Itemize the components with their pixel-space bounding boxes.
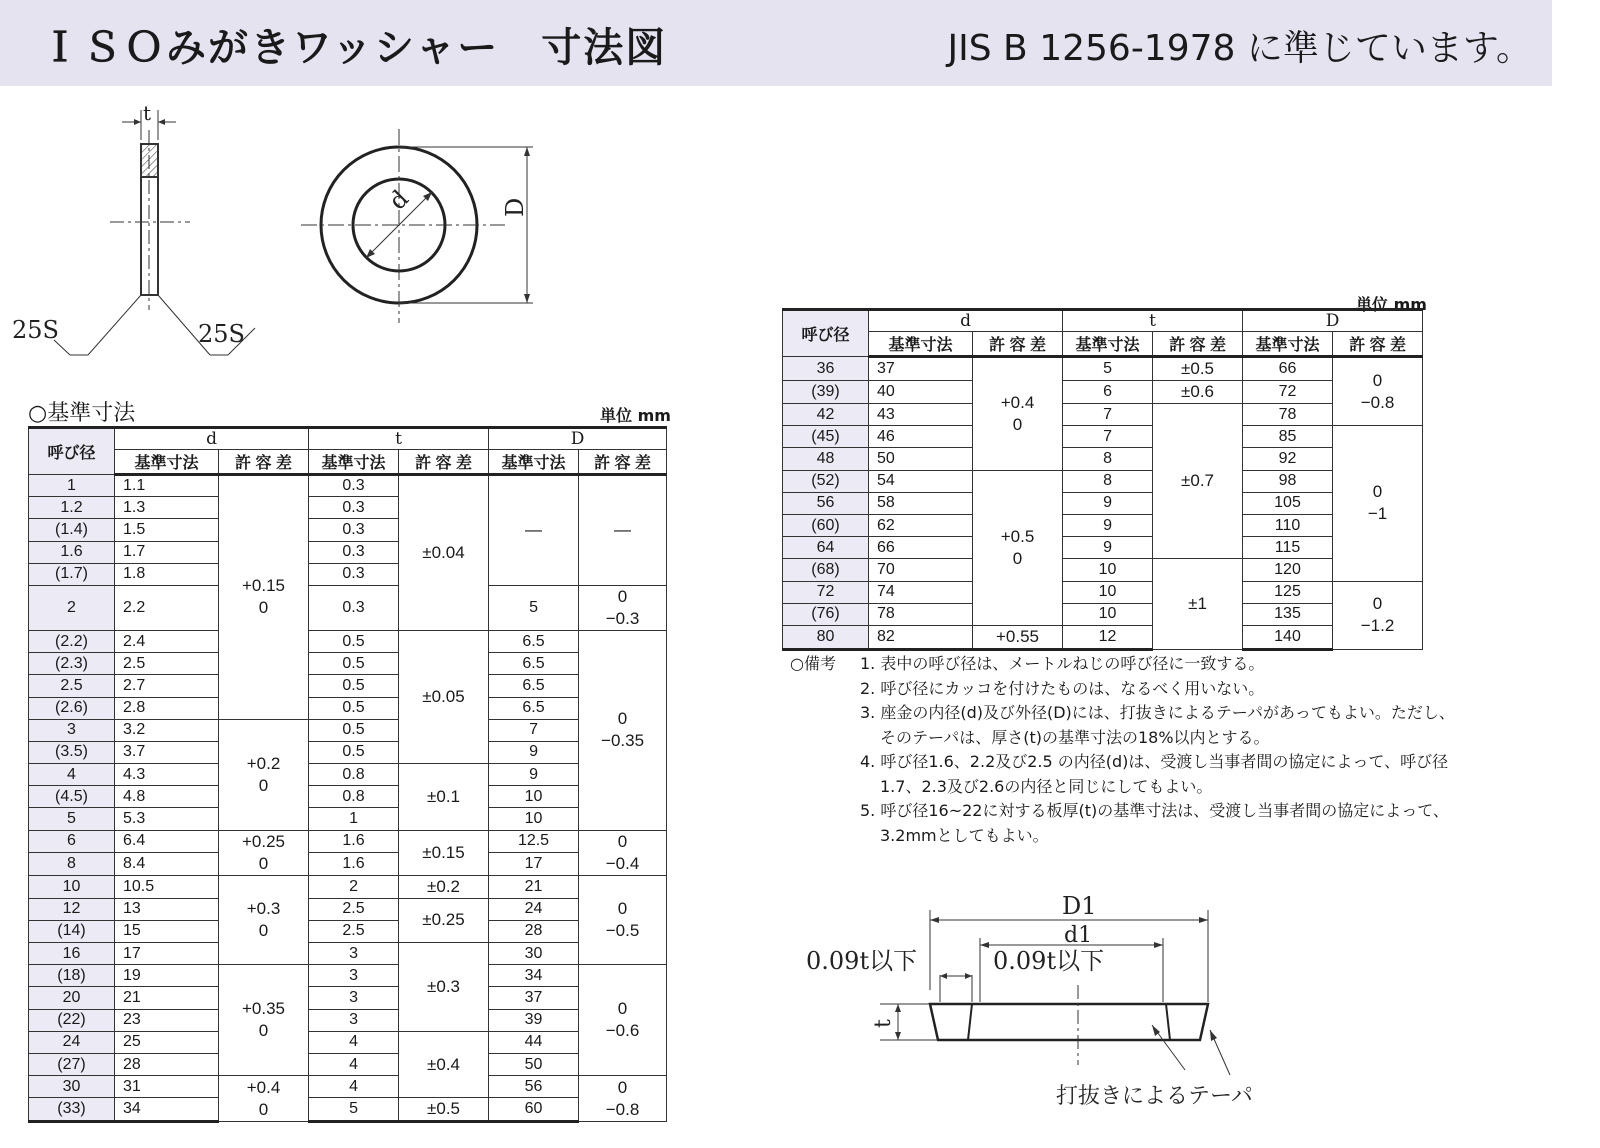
side-view-drawing	[10, 100, 280, 370]
d-basic-cell: 3.7	[115, 741, 219, 763]
t-basic-cell: 4	[309, 1053, 399, 1075]
D-tolerance-cell: 0 −0.35	[579, 630, 667, 830]
surface-finish-right: 25S	[198, 320, 245, 348]
d-tolerance-cell: +0.3 0	[219, 875, 309, 965]
d-basic-cell: 31	[115, 1076, 219, 1098]
t-tolerance-cell: ±0.6	[1153, 381, 1243, 404]
d-basic-cell: 37	[869, 357, 973, 381]
remark-item: 4. 呼び径1.6、2.2及び2.5 の内径(d)は、受渡し当事者間の協定によって、呼び径1.7、2.3及び2.6の内径と同じにしてもよい。	[860, 752, 1449, 796]
D-tolerance-cell: 0 −0.8	[1333, 357, 1423, 426]
d-basic-cell: 82	[869, 625, 973, 649]
D-basic-cell: 105	[1243, 492, 1333, 514]
nominal-size-cell: 16	[29, 943, 115, 965]
header-d-basic: 基準寸法	[869, 332, 973, 357]
d-basic-cell: 3.2	[115, 719, 219, 741]
t-basic-cell: 3	[309, 943, 399, 965]
D-basic-cell: 6.5	[489, 675, 579, 697]
D-basic-cell: 110	[1243, 514, 1333, 536]
d-basic-cell: 54	[869, 470, 973, 492]
d-basic-cell: 50	[869, 448, 973, 470]
d-tolerance-cell: +0.25 0	[219, 830, 309, 875]
table-row	[29, 475, 667, 497]
nominal-size-cell: 12	[29, 898, 115, 920]
d-basic-cell: 40	[869, 381, 973, 404]
t-basic-cell: 0.3	[309, 475, 399, 497]
d-basic-cell: 1.8	[115, 563, 219, 585]
t-basic-cell: 10	[1063, 559, 1153, 581]
d-basic-cell: 1.5	[115, 519, 219, 541]
header-t-basic: 基準寸法	[309, 450, 399, 475]
t-basic-cell: 7	[1063, 404, 1153, 426]
t-tolerance-cell: ±0.15	[399, 830, 489, 875]
nominal-size-cell: 42	[783, 404, 869, 426]
nominal-size-cell: 10	[29, 875, 115, 898]
t-basic-cell: 0.5	[309, 630, 399, 652]
d-basic-cell: 78	[869, 603, 973, 625]
d-basic-cell: 4.3	[115, 764, 219, 786]
table-row	[783, 625, 1423, 649]
d-tolerance-cell: +0.4 0	[973, 357, 1063, 471]
D-tolerance-cell: 0 −0.8	[579, 1076, 667, 1122]
t-tolerance-cell: ±0.25	[399, 898, 489, 942]
t-tolerance-cell: ±0.5	[1153, 357, 1243, 381]
nominal-size-cell: 20	[29, 987, 115, 1009]
D-basic-cell: 12.5	[489, 830, 579, 853]
D-basic-cell: 9	[489, 741, 579, 763]
d-basic-cell: 46	[869, 426, 973, 448]
front-d-label: d	[383, 184, 415, 216]
table-row	[29, 875, 667, 898]
D-basic-cell: 6.5	[489, 630, 579, 652]
D-basic-cell: 21	[489, 875, 579, 898]
table-row	[29, 853, 667, 876]
nominal-size-cell: 2	[29, 585, 115, 630]
d-basic-cell: 2.5	[115, 653, 219, 675]
D-basic-cell: 17	[489, 853, 579, 876]
page-header	[0, 0, 1552, 86]
table-row	[783, 492, 1423, 514]
table-row	[29, 764, 667, 786]
nominal-size-cell: 24	[29, 1031, 115, 1053]
table-row	[29, 1098, 667, 1122]
d-basic-cell: 23	[115, 1009, 219, 1031]
table-row	[783, 603, 1423, 625]
remarks-list	[860, 652, 1460, 848]
D-tolerance-cell: 0 −0.3	[579, 585, 667, 630]
d-basic-cell: 1.1	[115, 475, 219, 497]
t-tolerance-cell: ±0.3	[399, 943, 489, 1032]
t-basic-cell: 1.6	[309, 853, 399, 876]
d-basic-cell: 62	[869, 514, 973, 536]
d-basic-cell: 74	[869, 581, 973, 603]
d-basic-cell: 4.8	[115, 786, 219, 808]
taper-D1-label: D1	[1062, 892, 1097, 920]
t-basic-cell: 12	[1063, 625, 1153, 649]
header-D-basic: 基準寸法	[1243, 332, 1333, 357]
header-t-basic: 基準寸法	[1063, 332, 1153, 357]
nominal-size-cell: (4.5)	[29, 786, 115, 808]
t-tolerance-cell: ±0.7	[1153, 404, 1243, 559]
D-tolerance-cell: 0 −0.5	[579, 875, 667, 965]
nominal-size-cell: 56	[783, 492, 869, 514]
D-basic-cell: 5	[489, 585, 579, 630]
D-basic-cell: 6.5	[489, 653, 579, 675]
t-tolerance-cell: ±1	[1153, 559, 1243, 650]
d-basic-cell: 25	[115, 1031, 219, 1053]
header-d-tol: 許 容 差	[219, 450, 309, 475]
t-basic-cell: 0.5	[309, 719, 399, 741]
nominal-size-cell: 4	[29, 764, 115, 786]
D-basic-cell: 34	[489, 965, 579, 987]
d-basic-cell: 1.3	[115, 497, 219, 519]
nominal-size-cell: (14)	[29, 920, 115, 942]
nominal-size-cell: 1.2	[29, 497, 115, 519]
nominal-size-cell: (1.7)	[29, 563, 115, 585]
nominal-size-cell: 2.5	[29, 675, 115, 697]
taper-drawing	[800, 890, 1270, 1120]
t-tolerance-cell: ±0.5	[399, 1098, 489, 1122]
nominal-size-cell: 36	[783, 357, 869, 381]
D-tolerance-cell: 0 −1	[1333, 426, 1423, 581]
nominal-size-cell: 1	[29, 475, 115, 497]
d-tolerance-cell: +0.2 0	[219, 719, 309, 830]
D-basic-cell: 115	[1243, 537, 1333, 559]
table-row	[29, 898, 667, 920]
table-row	[29, 1076, 667, 1098]
table-row	[783, 404, 1423, 426]
D-tolerance-cell: 0 −0.6	[579, 965, 667, 1076]
table-row	[783, 581, 1423, 603]
t-tolerance-cell: ±0.05	[399, 630, 489, 763]
unit-label-right: 単位 mm	[1356, 295, 1427, 314]
taper-left-note: 0.09t以下	[806, 947, 918, 975]
nominal-size-cell: 72	[783, 581, 869, 603]
unit-label-left: 単位 mm	[600, 406, 671, 425]
d-basic-cell: 2.8	[115, 697, 219, 719]
d-tolerance-cell: +0.15 0	[219, 475, 309, 720]
remark-item: 2. 呼び径にカッコを付けたものは、なるべく用いない。	[860, 678, 1265, 698]
header-t-tol: 許 容 差	[1153, 332, 1243, 357]
d-basic-cell: 17	[115, 943, 219, 965]
taper-right-note: 0.09t以下	[993, 947, 1105, 975]
table-row	[29, 920, 667, 942]
table-row	[783, 448, 1423, 470]
t-basic-cell: 0.3	[309, 497, 399, 519]
d-basic-cell: 43	[869, 404, 973, 426]
D-basic-cell: 28	[489, 920, 579, 942]
t-basic-cell: 8	[1063, 448, 1153, 470]
t-basic-cell: 2.5	[309, 898, 399, 920]
nominal-size-cell: (2.3)	[29, 653, 115, 675]
standard-note: JIS B 1256-1978 に準じています。	[947, 28, 1532, 69]
d-tolerance-cell: +0.5 0	[973, 470, 1063, 625]
nominal-size-cell: 48	[783, 448, 869, 470]
t-basic-cell: 2	[309, 875, 399, 898]
D-basic-cell: 66	[1243, 357, 1333, 381]
d-basic-cell: 1.7	[115, 541, 219, 563]
t-basic-cell: 3	[309, 987, 399, 1009]
D-basic-cell: 30	[489, 943, 579, 965]
t-tolerance-cell: ±0.04	[399, 475, 489, 631]
t-tolerance-cell: ±0.2	[399, 875, 489, 898]
table-row	[783, 537, 1423, 559]
surface-finish-left: 25S	[12, 316, 59, 344]
header-D-tol: 許 容 差	[1333, 332, 1423, 357]
D-basic-cell: 56	[489, 1076, 579, 1098]
t-basic-cell: 6	[1063, 381, 1153, 404]
d-basic-cell: 2.2	[115, 585, 219, 630]
t-basic-cell: 1	[309, 808, 399, 830]
taper-d1-label: d1	[1064, 923, 1093, 948]
front-D-label: D	[501, 197, 529, 217]
nominal-size-cell: 64	[783, 537, 869, 559]
t-tolerance-cell: ±0.4	[399, 1031, 489, 1098]
nominal-size-cell: 6	[29, 830, 115, 853]
taper-t-label: t	[871, 1019, 896, 1028]
nominal-size-cell: 5	[29, 808, 115, 830]
table-row	[29, 808, 667, 830]
taper-caption: 打抜きによるテーパ	[1056, 1084, 1253, 1109]
t-basic-cell: 0.5	[309, 741, 399, 763]
t-basic-cell: 9	[1063, 537, 1153, 559]
nominal-size-cell: (3.5)	[29, 741, 115, 763]
nominal-size-cell: (60)	[783, 514, 869, 536]
header-t-tol: 許 容 差	[399, 450, 489, 475]
D-basic-cell: 9	[489, 764, 579, 786]
t-basic-cell: 0.8	[309, 764, 399, 786]
t-basic-cell: 0.8	[309, 786, 399, 808]
table-row	[783, 426, 1423, 448]
nominal-size-cell: (76)	[783, 603, 869, 625]
nominal-size-cell: (33)	[29, 1098, 115, 1122]
d-basic-cell: 6.4	[115, 830, 219, 853]
D-basic-cell: 98	[1243, 470, 1333, 492]
nominal-size-cell: 80	[783, 625, 869, 649]
header-d: d	[869, 310, 1063, 332]
header-d-basic: 基準寸法	[115, 450, 219, 475]
D-basic-cell: 50	[489, 1053, 579, 1075]
table-row	[29, 697, 667, 719]
table-row	[29, 741, 667, 763]
t-basic-cell: 9	[1063, 514, 1153, 536]
header-d-tol: 許 容 差	[973, 332, 1063, 357]
left-dimension-table	[28, 426, 667, 1123]
D-basic-cell: 60	[489, 1098, 579, 1122]
remark-item: 5. 呼び径16~22に対する板厚(t)の基準寸法は、受渡し当事者間の協定によって、3.2mmとしてもよい。	[860, 801, 1449, 845]
table-row	[29, 585, 667, 630]
table-row	[29, 1053, 667, 1075]
remark-item: 3. 座金の内径(d)及び外径(D)には、打抜きによるテーパがあってもよい。ただし、そのテーパは、厚さ(t)の基準寸法の18%以内とする。	[860, 703, 1455, 747]
d-basic-cell: 13	[115, 898, 219, 920]
side-t-label: t	[143, 101, 152, 125]
t-basic-cell: 3	[309, 965, 399, 987]
nominal-size-cell: (68)	[783, 559, 869, 581]
d-basic-cell: 19	[115, 965, 219, 987]
table-row	[29, 630, 667, 652]
d-basic-cell: 15	[115, 920, 219, 942]
D-basic-cell: 78	[1243, 404, 1333, 426]
table-row	[29, 943, 667, 965]
D-basic-cell: —	[489, 475, 579, 586]
nominal-size-cell: (27)	[29, 1053, 115, 1075]
t-basic-cell: 0.5	[309, 675, 399, 697]
section-title: ○基準寸法	[28, 401, 136, 426]
header-nominal: 呼び径	[29, 428, 115, 475]
D-basic-cell: 37	[489, 987, 579, 1009]
table-row	[29, 965, 667, 987]
D-basic-cell: 92	[1243, 448, 1333, 470]
nominal-size-cell: (18)	[29, 965, 115, 987]
t-basic-cell: 1.6	[309, 830, 399, 853]
t-basic-cell: 3	[309, 1009, 399, 1031]
table-row	[29, 1009, 667, 1031]
t-basic-cell: 0.3	[309, 563, 399, 585]
nominal-size-cell: 1.6	[29, 541, 115, 563]
D-basic-cell: 24	[489, 898, 579, 920]
D-tolerance-cell: 0 −0.4	[579, 830, 667, 875]
D-basic-cell: 135	[1243, 603, 1333, 625]
table-row	[29, 830, 667, 853]
nominal-size-cell: (2.2)	[29, 630, 115, 652]
d-tolerance-cell: +0.4 0	[219, 1076, 309, 1122]
remarks-lead: ○備考	[790, 654, 836, 673]
D-basic-cell: 6.5	[489, 697, 579, 719]
t-basic-cell: 0.5	[309, 697, 399, 719]
d-basic-cell: 2.4	[115, 630, 219, 652]
t-basic-cell: 5	[309, 1098, 399, 1122]
d-basic-cell: 34	[115, 1098, 219, 1122]
t-basic-cell: 4	[309, 1031, 399, 1053]
table-row	[783, 357, 1423, 381]
header-t: t	[309, 428, 489, 450]
d-basic-cell: 66	[869, 537, 973, 559]
right-dimension-table	[782, 308, 1423, 651]
D-basic-cell: 10	[489, 786, 579, 808]
header-D: D	[489, 428, 667, 450]
header-D-tol: 許 容 差	[579, 450, 667, 475]
t-basic-cell: 10	[1063, 581, 1153, 603]
D-basic-cell: 85	[1243, 426, 1333, 448]
nominal-size-cell: (22)	[29, 1009, 115, 1031]
t-basic-cell: 2.5	[309, 920, 399, 942]
d-basic-cell: 58	[869, 492, 973, 514]
d-basic-cell: 8.4	[115, 853, 219, 876]
D-basic-cell: 7	[489, 719, 579, 741]
d-basic-cell: 21	[115, 987, 219, 1009]
table-row	[29, 786, 667, 808]
t-basic-cell: 9	[1063, 492, 1153, 514]
t-basic-cell: 0.3	[309, 585, 399, 630]
t-basic-cell: 7	[1063, 426, 1153, 448]
D-basic-cell: 125	[1243, 581, 1333, 603]
d-basic-cell: 2.7	[115, 675, 219, 697]
remark-item: 1. 表中の呼び径は、メートルねじの呼び径に一致する。	[860, 654, 1265, 673]
D-basic-cell: 39	[489, 1009, 579, 1031]
D-basic-cell: 72	[1243, 381, 1333, 404]
t-basic-cell: 0.5	[309, 653, 399, 675]
t-tolerance-cell: ±0.1	[399, 764, 489, 831]
nominal-size-cell: 30	[29, 1076, 115, 1098]
d-basic-cell: 10.5	[115, 875, 219, 898]
nominal-size-cell: (1.4)	[29, 519, 115, 541]
table-row	[29, 987, 667, 1009]
front-view-drawing	[295, 125, 555, 330]
d-tolerance-cell: +0.55	[973, 625, 1063, 649]
table-row	[783, 470, 1423, 492]
nominal-size-cell: (39)	[783, 381, 869, 404]
table-row	[29, 719, 667, 741]
header-D: D	[1243, 310, 1423, 332]
D-tolerance-cell: —	[579, 475, 667, 586]
t-basic-cell: 10	[1063, 603, 1153, 625]
table-row	[783, 559, 1423, 581]
t-basic-cell: 4	[309, 1076, 399, 1098]
header-nominal: 呼び径	[783, 310, 869, 357]
table-row	[29, 1031, 667, 1053]
t-basic-cell: 8	[1063, 470, 1153, 492]
table-row	[783, 381, 1423, 404]
header-D-basic: 基準寸法	[489, 450, 579, 475]
header-t: t	[1063, 310, 1243, 332]
t-basic-cell: 0.3	[309, 541, 399, 563]
nominal-size-cell: (45)	[783, 426, 869, 448]
D-tolerance-cell: 0 −1.2	[1333, 581, 1423, 649]
table-row	[783, 514, 1423, 536]
header-d: d	[115, 428, 309, 450]
nominal-size-cell: (2.6)	[29, 697, 115, 719]
page-title: ＩＳＯみがきワッシャー 寸法図	[40, 25, 668, 71]
D-basic-cell: 120	[1243, 559, 1333, 581]
d-basic-cell: 70	[869, 559, 973, 581]
D-basic-cell: 10	[489, 808, 579, 830]
d-basic-cell: 28	[115, 1053, 219, 1075]
table-row	[29, 675, 667, 697]
nominal-size-cell: (52)	[783, 470, 869, 492]
nominal-size-cell: 8	[29, 853, 115, 876]
table-row	[29, 653, 667, 675]
d-tolerance-cell: +0.35 0	[219, 965, 309, 1076]
t-basic-cell: 5	[1063, 357, 1153, 381]
d-basic-cell: 5.3	[115, 808, 219, 830]
D-basic-cell: 140	[1243, 625, 1333, 649]
D-basic-cell: 44	[489, 1031, 579, 1053]
t-basic-cell: 0.3	[309, 519, 399, 541]
nominal-size-cell: 3	[29, 719, 115, 741]
